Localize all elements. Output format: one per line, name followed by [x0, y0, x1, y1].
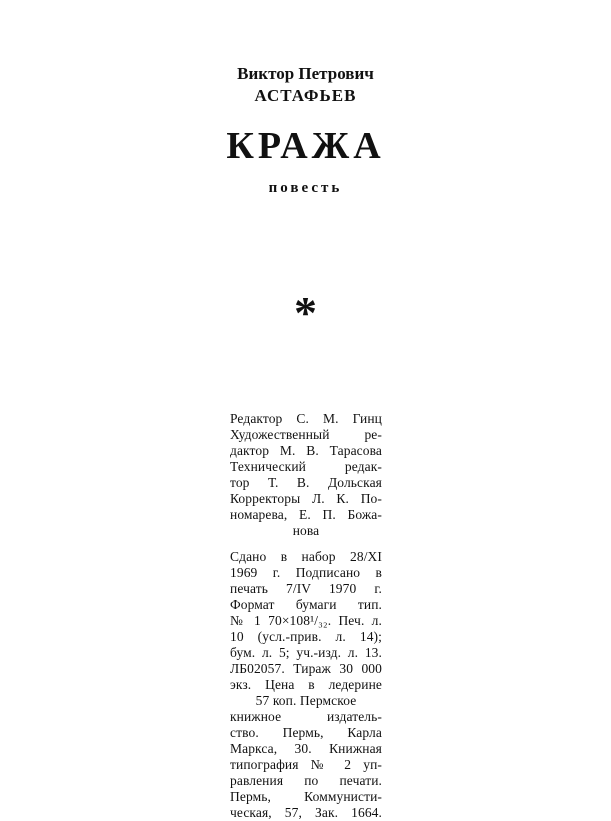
imprint-line: 10 (усл.-прив. л. 14);	[230, 629, 382, 644]
credits-line: номарева, Е. П. Божа-	[230, 507, 382, 522]
imprint-line: Пермь, Коммунисти-	[230, 789, 382, 804]
asterisk-ornament-icon: *	[294, 287, 317, 338]
imprint-line: Сдано в набор 28/XI	[230, 549, 382, 564]
credits-line: Технический редак-	[230, 459, 382, 474]
imprint-line: бум. л. 5; уч.-изд. л. 13.	[230, 645, 382, 660]
author-name: Виктор Петрович	[237, 64, 374, 83]
imprint-line: ЛБ02057. Тираж 30 000	[230, 661, 382, 676]
imprint-line: Формат бумаги тип.	[230, 597, 382, 612]
imprint-line: Маркса, 30. Книжная	[230, 741, 382, 756]
imprint-line: ство. Пермь, Карла	[230, 725, 382, 740]
credits-line: дактор М. В. Тарасова	[230, 443, 382, 458]
book-title: КРАЖА	[226, 125, 385, 167]
author-surname: АСТАФЬЕВ	[254, 86, 357, 105]
credits-line: Художественный ре-	[230, 427, 382, 442]
book-genre: повесть	[268, 180, 343, 196]
imprint-line: печать 7/IV 1970 г.	[230, 581, 382, 596]
credits-line: тор Т. В. Дольская	[230, 475, 382, 490]
imprint-block	[230, 549, 382, 821]
imprint-line: № 1 70×108¹/₃₂. Печ. л.	[230, 613, 382, 628]
imprint-line: 57 коп. Пермское	[255, 693, 357, 708]
imprint-line: книжное издатель-	[230, 709, 382, 724]
imprint-line: экз. Цена в ледерине	[230, 677, 382, 692]
credits-block	[230, 411, 382, 539]
imprint-line: типография № 2 уп-	[230, 757, 382, 772]
colophon	[230, 411, 382, 821]
credits-line: Корректоры Л. К. По-	[230, 491, 382, 506]
credits-line: Редактор С. М. Гинц	[230, 411, 382, 426]
imprint-line: равления по печати.	[230, 773, 382, 788]
imprint-line: ческая, 57, Зак. 1664.	[230, 805, 382, 820]
credits-line: нова	[292, 523, 320, 538]
imprint-line: 1969 г. Подписано в	[230, 565, 382, 580]
